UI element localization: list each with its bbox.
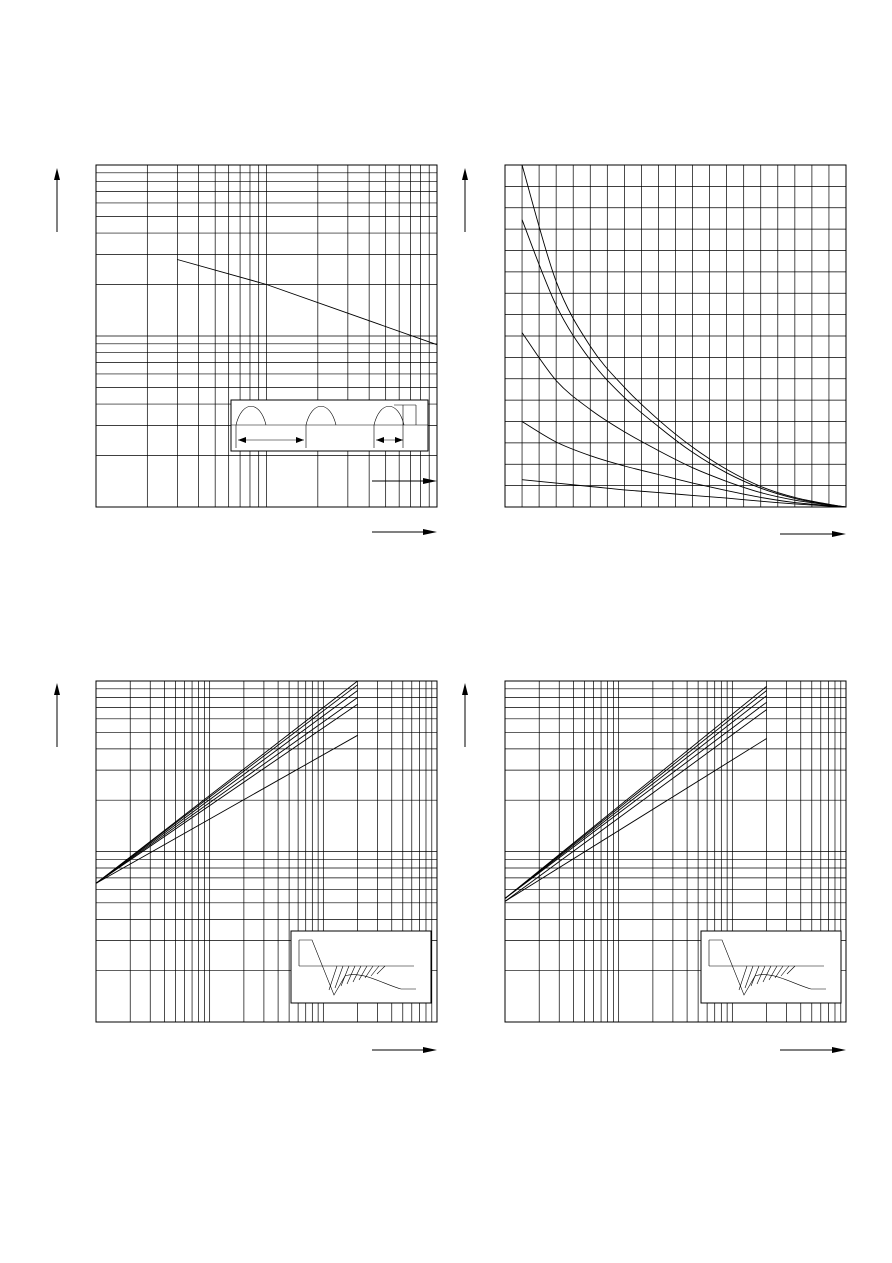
series-line-curve (177, 260, 437, 345)
pulse-inset (231, 400, 428, 451)
x-axis-arrowhead (832, 531, 846, 537)
y-axis-arrowhead (54, 168, 60, 180)
y-axis-arrowhead (462, 683, 468, 695)
chart-fig2 (462, 165, 846, 537)
inner-x-arrowhead (423, 478, 437, 484)
y-axis-arrowhead (54, 683, 60, 695)
inset-frame (291, 931, 431, 1003)
y-axis-arrowhead (462, 168, 468, 180)
recovery-inset (291, 931, 431, 1003)
chart-fig4 (462, 681, 846, 1053)
chart-fig3 (54, 681, 437, 1053)
chart-fig1 (54, 165, 437, 535)
inset-frame (701, 931, 841, 1003)
x-axis-arrowhead (423, 529, 437, 535)
inset-frame (231, 400, 428, 451)
x-axis-arrowhead (832, 1047, 846, 1053)
x-axis-arrowhead (423, 1047, 437, 1053)
recovery-inset (701, 931, 841, 1003)
